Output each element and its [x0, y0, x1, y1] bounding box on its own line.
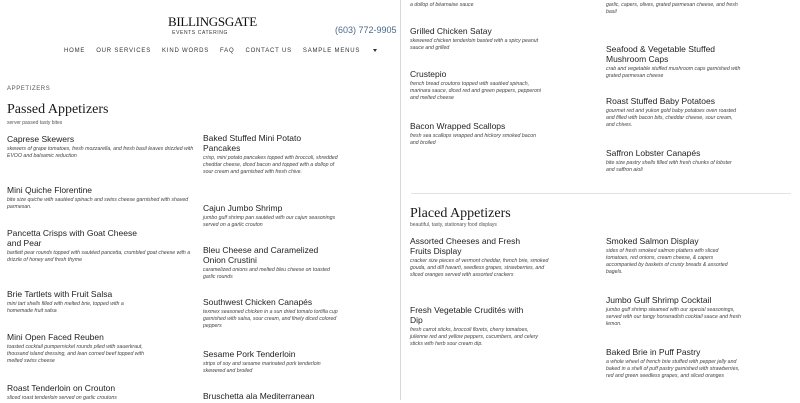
menu-item-name: Bleu Cheese and Caramelized Onion Crustini — [203, 245, 319, 265]
menu-item-desc: sliced roast tenderloin served on garlic croutons — [7, 395, 117, 401]
section-divider — [411, 193, 791, 194]
nav-sample-menus-label: SAMPLE MENUS — [302, 48, 361, 54]
menu-item-name: Smoked Salmon Display — [606, 236, 699, 246]
menu-item-desc: strips of soy and sesame marinated pork tenderloin skewered and broiled — [203, 361, 321, 374]
menu-item — [606, 44, 741, 80]
menu-item — [203, 245, 328, 281]
placed-appetizers-title: Placed Appetizers — [410, 206, 511, 221]
billingsgate-logo[interactable] — [168, 14, 257, 41]
menu-item-name: Pancetta Crisps with Goat Cheese and Pear — [7, 228, 137, 248]
menu-item-desc: bite size pastry shells filled with fresh chunks of lobster and saffron aioli — [606, 160, 732, 173]
menu-item-name: Crustepio — [410, 69, 447, 79]
menu-item-desc: fresh sea scallops wrapped and hickory smoked bacon and broiled — [410, 133, 537, 146]
menu-item-name: Mini Open Faced Reuben — [7, 332, 104, 342]
nav-faq[interactable]: FAQ — [220, 48, 235, 54]
menu-item-desc: a dollop of béarnaise sauce — [410, 2, 474, 8]
menu-item-desc: a whole wheel of french brie stuffed with pepper jelly and baked in a shell of puff pastry garnished with strawberries, red and green seedless grapes, and sliced oranges — [606, 359, 740, 379]
menu-item — [606, 96, 741, 129]
nav-sample-menus[interactable] — [303, 48, 377, 54]
menu-item — [7, 134, 195, 160]
main-nav — [64, 48, 388, 54]
menu-item-desc: crisp, mini potato pancakes topped with broccoli, shredded cheddar cheese, diced bacon and topped with a dollop of sour cream and garnished with fresh chive. — [203, 155, 338, 175]
passed-appetizers-subtitle: server passed tasty bites — [7, 120, 63, 126]
menu-item-name: Grilled Chicken Satay — [410, 26, 492, 36]
menu-item — [7, 185, 195, 211]
menu-item — [410, 236, 549, 279]
passed-appetizers-title: Passed Appetizers — [7, 102, 109, 117]
menu-item-desc: skewers of grape tomatoes, fresh mozzarella, and fresh basil leaves drizzled with EVOO and balsamic reduction — [7, 146, 194, 159]
menu-item — [606, 236, 741, 276]
menu-item-name: Baked Stuffed Mini Potato Pancakes — [203, 133, 302, 153]
menu-item — [203, 349, 341, 375]
logo-subtitle: EVENTS CATERING — [172, 30, 228, 36]
menu-item-desc: jumbo gulf shrimp steamed with our special seasonings, served with our tangy horseradish cocktail sauce and fresh lemon. — [606, 307, 741, 327]
menu-item-name: Sesame Pork Tenderloin — [203, 349, 296, 359]
menu-item-name: Cajun Jumbo Shrimp — [203, 203, 283, 213]
menu-item-desc: texmex seasoned chicken in a sun dried tomato tortilla cup garnished with salsa, sour cream, and finely diced colored peppers — [203, 309, 338, 329]
placed-appetizers-subtitle: beautiful, tasty, stationary food displays — [410, 222, 497, 228]
menu-item-name: Baked Brie in Puff Pastry — [606, 347, 701, 357]
menu-item — [410, 0, 550, 9]
menu-item — [410, 26, 540, 52]
menu-item-desc: bite size quiche with sautéed spinach and swiss cheese garnished with shaved parmesan. — [7, 197, 189, 210]
menu-item — [7, 289, 147, 315]
menu-item-name: Assorted Cheeses and Fresh Fruits Display — [410, 236, 521, 256]
menu-item-name: Roast Stuffed Baby Potatoes — [606, 96, 715, 106]
menu-item — [203, 133, 338, 176]
menu-item — [7, 228, 191, 264]
menu-item — [7, 332, 147, 365]
menu-item-desc: sides of fresh smoked salmon platters with sliced tomatoes, red onions, cream cheese, & capers accompanied by baskets of crusty breads & assorted bagels. — [606, 248, 728, 275]
menu-item-name: Southwest Chicken Canapés — [203, 297, 313, 307]
menu-item-desc: cracker size pieces of vermont cheddar, french brie, smoked gouda, and dill havarti, seedless grapes, strawberries, and sliced oranges served with assorted crackers — [410, 258, 549, 278]
menu-item-desc: jumbo gulf shrimp pan sautéed with our cajun seasonings served on a garlic crouton — [203, 215, 336, 228]
menu-item-desc: fresh carrot sticks, broccoli florets, cherry tomatoes, julienne red and yellow peppers, cucumbers, and celery sticks with herb sour cream dip. — [410, 327, 539, 347]
right-page-pane — [401, 0, 800, 400]
nav-home[interactable]: HOME — [64, 48, 86, 54]
menu-item-name: Saffron Lobster Canapés — [606, 148, 701, 158]
menu-item-name: Bruschetta ala Mediterranean — [203, 391, 315, 401]
menu-item — [203, 203, 338, 229]
menu-item-name: Roast Tenderloin on Crouton — [7, 383, 116, 393]
menu-item — [606, 295, 741, 328]
menu-item-desc: skewered chicken tenderloin basted with a spicy peanut sauce and grilled — [410, 38, 539, 51]
menu-item-name: Seafood & Vegetable Stuffed Mushroom Caps — [606, 44, 716, 64]
menu-item — [606, 0, 746, 16]
logo-name: BILLINGSGATE — [168, 14, 257, 29]
menu-item-name: Bacon Wrapped Scallops — [410, 121, 506, 131]
menu-item-name: Brie Tartlets with Fruit Salsa — [7, 289, 113, 299]
menu-item-desc: french bread croutons topped with sautéed spinach, marinara sauce, diced red and green peppers, pepperoni and melted cheese — [410, 81, 541, 101]
menu-item-desc: garlic, capers, olives, grated parmesan cheese, and fresh basil — [606, 2, 738, 15]
menu-item-desc: gourmet red and yukon gold baby potatoes oven roasted and filled with bacon bits, cheddar cheese, sour cream, and chives. — [606, 108, 737, 128]
nav-kind-words[interactable]: KIND WORDS — [162, 48, 210, 54]
menu-item — [203, 297, 341, 330]
menu-item — [606, 148, 741, 174]
menu-item — [606, 347, 746, 380]
left-page-pane — [0, 0, 401, 400]
section-eyebrow: APPETIZERS — [7, 86, 51, 92]
nav-contact-us[interactable]: CONTACT US — [245, 48, 292, 54]
menu-item — [410, 305, 539, 348]
menu-item-name: Mini Quiche Florentine — [7, 185, 93, 195]
phone-number[interactable]: (603) 772-9905 — [335, 25, 397, 35]
menu-item-name: Jumbo Gulf Shrimp Cocktail — [606, 295, 712, 305]
nav-our-services[interactable]: OUR SERVICES — [96, 48, 152, 54]
menu-item — [203, 391, 363, 403]
menu-item — [410, 69, 550, 102]
menu-item-desc: mini tart shells filled with melted brie, topped with a homemade fruit salsa — [7, 301, 124, 314]
menu-item — [410, 121, 545, 147]
menu-item-desc: caramelized onions and melted bleu cheese on toasted garlic rounds — [203, 267, 330, 280]
menu-item — [7, 383, 195, 402]
menu-item-desc: toasted cocktail pumpernickel rounds piled with sauerkraut, thousand island dressing, and lean corned beef topped with melted swiss cheese — [7, 344, 144, 364]
menu-item-desc: bartlett pear rounds topped with sautéed pancetta, crumbled goat cheese with a drizzle of honey and fresh thyme — [7, 250, 191, 263]
menu-item-name: Caprese Skewers — [7, 134, 75, 144]
menu-item-desc: crab and vegetable stuffed mushroom caps garnished with grated parmesan cheese — [606, 66, 741, 79]
menu-item-name: Fresh Vegetable Crudités with Dip — [410, 305, 524, 325]
caret-down-icon — [373, 49, 377, 52]
